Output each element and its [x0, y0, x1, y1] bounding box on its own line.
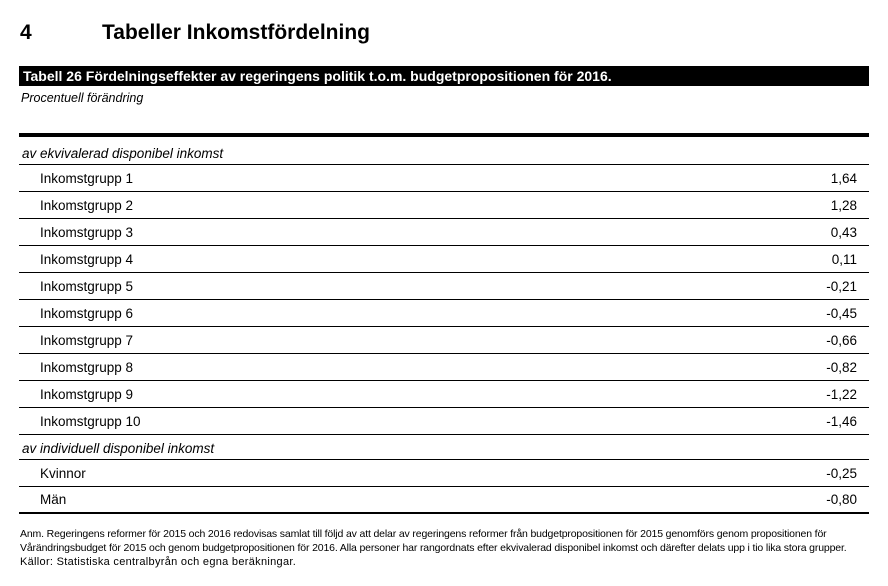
row-label: Män [40, 492, 67, 507]
table-row [19, 381, 869, 408]
row-label: Kvinnor [40, 465, 86, 481]
row-value: -1,22 [826, 386, 857, 402]
table-title: Tabell 26 Fördelningseffekter av regeringens politik t.o.m. budgetpropositionen för 2016. [19, 66, 869, 86]
row-value: 1,28 [830, 197, 857, 213]
table-row [19, 408, 869, 435]
row-label: Inkomstgrupp 1 [40, 170, 134, 186]
row-label: Inkomstgrupp 7 [40, 332, 134, 348]
row-label: Inkomstgrupp 9 [40, 386, 134, 402]
chapter-title: Tabeller Inkomstfördelning [102, 21, 370, 44]
chapter-heading [20, 18, 370, 48]
row-value: -0,66 [826, 332, 857, 348]
table-row [19, 327, 869, 354]
footnote-note: Anm. Regeringens reformer för 2015 och 2016 redovisas samlat till följd av att delar av regeringens reformer från budgetpropositionen för 2015 genomförs genom propositionen för Vårändringsbudget för 2015 och genom budgetpropositionen för 2016. Alla personer har rangordnats efter ekvivalerad disponibel inkomst och därefter delats upp i tio lika stora grupper. [20, 528, 847, 554]
table-row [19, 354, 869, 381]
row-value: 1,64 [830, 170, 857, 186]
table-row [19, 487, 869, 514]
table-row [19, 165, 869, 192]
row-value: -0,80 [826, 492, 857, 507]
section-heading-individual-income: av individuell disponibel inkomst [19, 438, 869, 460]
row-label: Inkomstgrupp 4 [40, 251, 134, 267]
row-label: Inkomstgrupp 8 [40, 359, 134, 375]
row-value: 0,11 [831, 251, 857, 267]
row-value: -0,21 [826, 278, 857, 294]
row-label: Inkomstgrupp 6 [40, 305, 134, 321]
row-label: Inkomstgrupp 2 [40, 197, 134, 213]
table-footnote [20, 527, 880, 569]
row-value: -0,25 [826, 465, 857, 481]
footnote-source: Källor: Statistiska centralbyrån och egna beräkningar. [20, 556, 297, 568]
row-label: Inkomstgrupp 5 [40, 278, 134, 294]
table-top-rule [19, 133, 869, 137]
table-row [19, 460, 869, 487]
table-subtitle: Procentuell förändring [21, 91, 144, 105]
table-row [19, 219, 869, 246]
table-row [19, 192, 869, 219]
table-row [19, 300, 869, 327]
row-label: Inkomstgrupp 10 [40, 413, 141, 429]
section-heading-equivalized-income: av ekvivalerad disponibel inkomst [19, 143, 869, 165]
chapter-number: 4 [20, 21, 32, 44]
row-value: -0,45 [826, 305, 857, 321]
row-value: -0,82 [826, 359, 857, 375]
table-row [19, 246, 869, 273]
row-label: Inkomstgrupp 3 [40, 224, 134, 240]
row-value: -1,46 [826, 413, 857, 429]
table-row [19, 273, 869, 300]
row-value: 0,43 [830, 224, 857, 240]
data-table [19, 143, 869, 514]
